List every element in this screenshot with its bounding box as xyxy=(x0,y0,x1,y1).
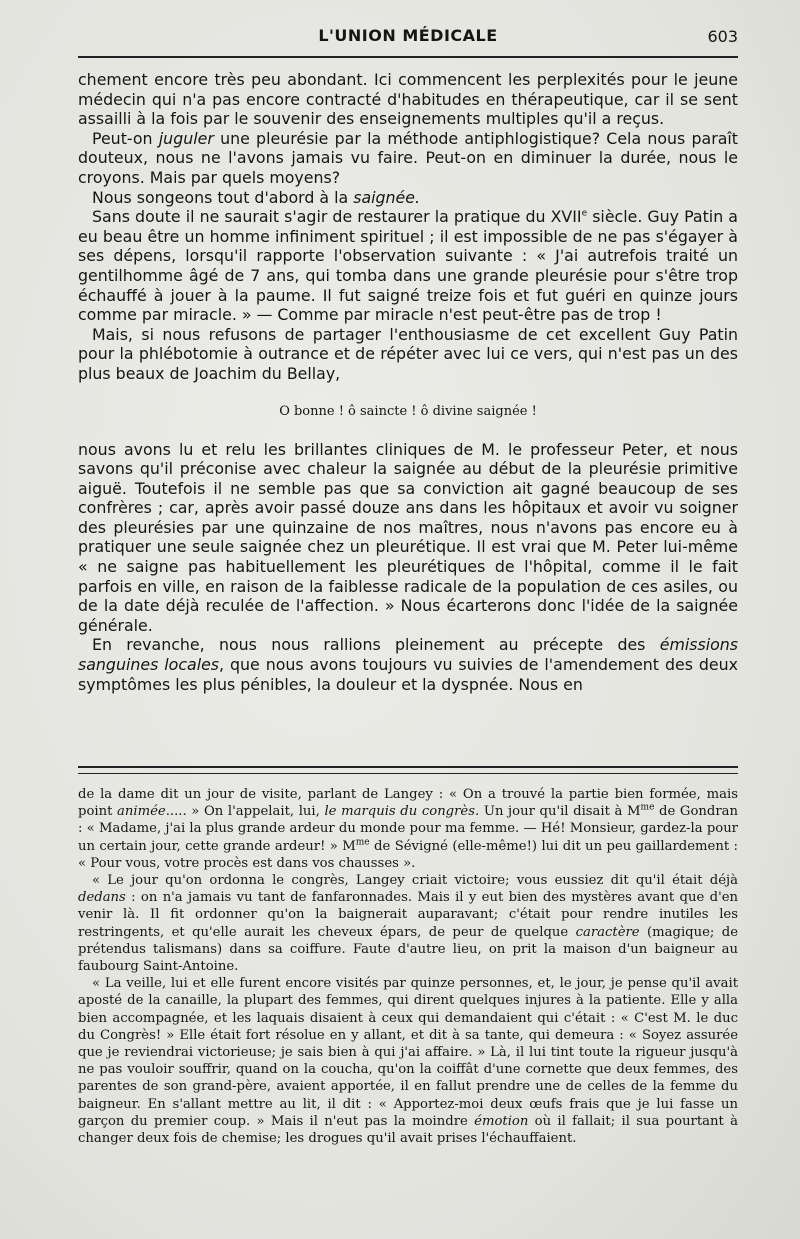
emphasis: caractère xyxy=(575,924,640,940)
paragraph xyxy=(78,188,738,208)
text-run: : on n'a jamais vu tant de fanfaronnades. Mais il y eut bien des mystères avant que d'en venir là. Il fit ordonner qu'on la baignerait auparavant; c'était pour rendre inutiles les restringents, et qu'elle aurait les cheveux épars, de peur de quelque xyxy=(78,890,738,940)
paragraph xyxy=(78,207,738,325)
text-run: de la dame dit un jour de visite, parlant de Langey : « On a trouvé la partie bien formée, mais point xyxy=(78,787,738,820)
text-run: siècle. Guy Patin a eu beau être un homme infiniment spirituel ; il est impossible de ne pas s'égayer à ses dépens, lorsqu'il rapporte l'observation suivante : « J'ai autrefois traité un gentilhomme âgé de 7 ans, qui tomba dans une grande pleurésie pour s'être trop échauffé à jouer à la paume. Il fut saigné treize fois et fut guéri en quinze jours comme par miracle. » — Comme par miracle n'est peut-être pas de trop ! xyxy=(78,207,738,325)
text-run: « Le jour qu'on ordonna le congrès, Langey criait victoire; vous eussiez dit qu'il était déjà xyxy=(92,873,738,889)
paragraph xyxy=(78,635,738,694)
paragraph: chement encore très peu abondant. Ici commencent les perplexités pour le jeune médecin qui n'a pas encore contracté d'habitudes en thérapeutique, car il se sent assailli à la fois par le souvenir des enseignements multiples qu'il a reçus. xyxy=(78,70,738,129)
page-header xyxy=(78,22,738,56)
footnote-paragraph xyxy=(78,786,738,872)
text-run: (magique; de prétendus talismans) dans sa coiffure. Faute d'autre lieu, on prit la maison d'un baigneur au faubourg Saint-Antoine. xyxy=(78,924,739,975)
main-text xyxy=(78,70,738,694)
emphasis: le marquis du congrès xyxy=(324,804,476,820)
text-run: de Sévigné (elle-même!) lui dit un peu gaillardement : « Pour vous, votre procès est dans vos chausses ». xyxy=(78,838,738,871)
running-title: L'UNION MÉDICALE xyxy=(318,26,498,45)
footnote-separator xyxy=(78,766,738,774)
text-run: où il fallait; il sua pourtant à changer deux fois de chemise; les drogues qu'il avait prises l'échauffaient. xyxy=(78,1113,738,1147)
footnotes xyxy=(78,786,738,1147)
text-run: une pleurésie par la méthode antiphlogistique? Cela nous paraît douteux, nous ne l'avons jamais vu faire. Peut-on en diminuer la durée, nous le croyons. Mais par quels moyens? xyxy=(78,128,738,187)
superscript: me xyxy=(640,802,655,813)
emphasis: émissions sanguines locales xyxy=(78,635,738,675)
emphasis: saignée. xyxy=(353,187,421,207)
paragraph: nous avons lu et relu les brillantes cliniques de M. le professeur Peter, et nous savons qu'il préconise avec chaleur la saignée au début de la pleurésie primitive aiguë. Toutefois il ne semble pas que sa conviction ait gagné beaucoup de ses confrères ; car, après avoir passé douze ans dans les hôpitaux et avoir vu soigner des pleurésies par une quinzaine de nos maîtres, nous n'avons pas encore eu à pratiquer une seule saignée chez un pleurétique. Il est vrai que M. Peter lui-même « ne saigne pas habituellement les pleurétiques de l'hôpital, comme il le fait parfois en ville, en raison de la faiblesse radicale de la population de ces asiles, ou de la date déjà reculée de l'affection. » Nous écarterons donc l'idée de la saignée générale. xyxy=(78,439,738,635)
superscript: me xyxy=(355,837,370,848)
text-run: « La veille, lui et elle furent encore visités par quinze personnes, et, le jour, je pense qu'il avait aposté de la canaille, la plupart des femmes, qui dirent quelques injures à la patiente. Elle y alla bien accompagnée, et les laquais disaient à ceux qui demandaient qui c'était : « C'est M. le duc du Congrès! » Elle était fort résolue en y allant, et dit à sa tante, qui demeura : « Soyez assurée que je reviendrai victorieuse; je sais bien à qui j'ai affaire. » Là, il lui tint toute la rigueur jusqu'à ne pas vouloir souffrir, quand on la coucha, qu'on la coiffât d'une cornette que deux femmes, des parentes de son grand-père, avaient apportée, il en fallut prendre une de celles de la femme du baigneur. En s'allant mettre au lit, il dit : « Apportez-moi deux œufs frais que je lui fasse un garçon du premier coup. » Mais il n'eut pas la moindre xyxy=(78,976,738,1129)
text-run: Sans doute il ne saurait s'agir de restaurer la pratique du xyxy=(92,207,551,227)
superscript: e xyxy=(581,208,588,219)
century-numeral: XVII xyxy=(550,207,582,227)
paragraph xyxy=(78,129,738,188)
text-run: ..... » On l'appelait, lui, xyxy=(165,804,325,820)
page-number: 603 xyxy=(707,27,738,46)
text-run: , que nous avons toujours vu suivies de l'amendement des deux symptômes les plus pénibles, la douleur et la dyspnée. Nous en xyxy=(78,655,738,694)
text-run: de Gondran : « Madame, j'ai la plus grande ardeur du monde pour ma femme. — Hé! Monsieur, gardez-la pour un certain jour, cette grande ardeur! » M xyxy=(78,804,738,854)
text-run: En revanche, nous nous rallions pleinement au précepte des xyxy=(92,635,660,655)
footnote-paragraph xyxy=(78,975,738,1147)
text-run: . Un jour qu'il disait à M xyxy=(475,804,641,820)
paragraph: Mais, si nous refusons de partager l'enthousiasme de cet excellent Guy Patin pour la phlébotomie à outrance et de répéter avec lui ce vers, qui n'est pas un des plus beaux de Joachim du Bellay, xyxy=(78,324,738,383)
header-rule xyxy=(78,56,738,58)
footnote-paragraph xyxy=(78,872,738,975)
emphasis: dedans xyxy=(78,890,126,906)
text-run: Peut-on xyxy=(92,128,159,148)
emphasis: émotion xyxy=(474,1113,529,1129)
emphasis: animée xyxy=(117,804,166,820)
text-run: Nous songeons tout d'abord à la xyxy=(92,187,354,207)
emphasis: juguler xyxy=(158,128,214,148)
verse-quote: O bonne ! ô saincte ! ô divine saignée ! xyxy=(279,403,537,419)
